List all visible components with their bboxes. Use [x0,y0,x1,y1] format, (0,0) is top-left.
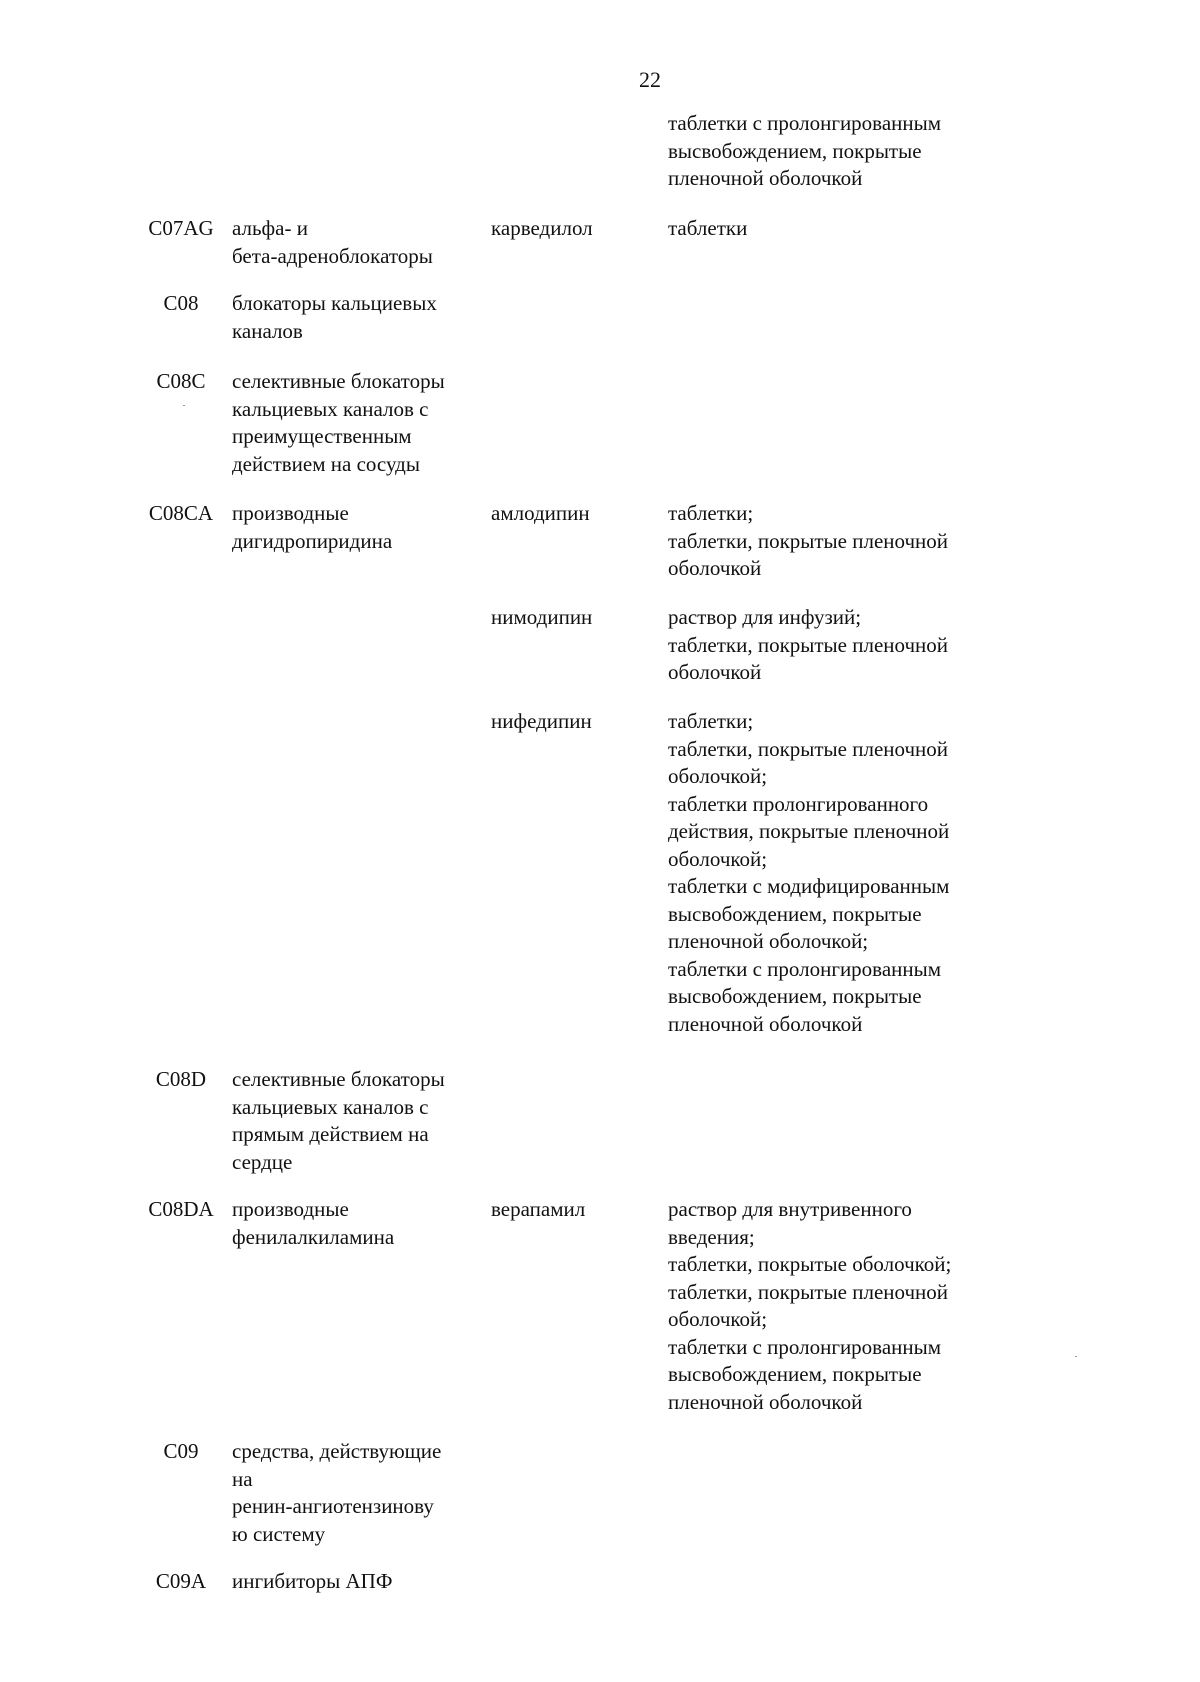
dosage-form-line: таблетки с пролонгированным [668,956,942,981]
dosage-form-line: таблетки, покрытые оболочкой; [668,1252,952,1276]
anatomical-group: средства, действующие на ренин-ангиотензинову ю систему [232,1439,442,1546]
drug-name: верапамил [491,1197,586,1221]
dosage-form-line: высвобождением, покрытые [668,1362,922,1386]
dosage-form-line: таблетки, покрытые пленочной [668,1279,949,1304]
dosage-form-line: пленочной оболочкой [668,166,863,190]
dosage-form-line: пленочной оболочкой [668,1011,863,1036]
page-number: 22 [639,67,661,92]
dosage-form-line: таблетки; [668,709,754,733]
dosage-form-line: оболочкой; [668,846,768,871]
dosage-form-line: высвобождением, покрытые [668,984,922,1008]
dosage-form-line: таблетки с пролонгированным [668,1334,942,1359]
dosage-form-line: оболочкой; [668,1307,768,1331]
dosage-form-line: оболочкой [668,556,762,580]
anatomical-group: производные фенилалкиламина [232,1197,395,1249]
atc-code: C08DA [148,1197,214,1221]
anatomical-group: селективные блокаторы кальциевых каналов с прямым действием на сердце [232,1067,445,1174]
dosage-form-line: таблетки, покрытые пленочной [668,736,949,761]
dosage-form-line: высвобождением, покрытые [668,901,922,926]
atc-code: C08D [155,1067,207,1091]
atc-code: C08C [156,369,206,393]
dosage-form-line: раствор для инфузий; [668,605,862,629]
dosage-form-line: пленочной оболочкой; [668,929,869,953]
atc-code: C09 [163,1439,199,1463]
dosage-form-line: действия, покрытые пленочной [668,819,950,843]
scan-speck [1075,1356,1077,1357]
drug-name: нимодипин [491,605,593,629]
dosage-form-line: таблетки, покрытые пленочной [668,528,949,553]
anatomical-group: селективные блокаторы кальциевых каналов с преимущественным действием на сосуды [232,369,445,476]
dosage-forms [668,215,1038,243]
anatomical-group: ингибиторы АПФ [232,1569,393,1593]
dosage-form-line: таблетки [668,216,748,240]
drug-name: амлодипин [491,501,590,525]
dosage-forms [668,500,1038,583]
dosage-form-line: раствор для внутривенного [668,1197,912,1221]
atc-code: C07AG [148,216,214,240]
anatomical-group: производные дигидропиридина [232,501,393,553]
atc-code: C08 [163,291,199,315]
dosage-forms [668,708,1038,1038]
dosage-form-line: таблетки; [668,501,754,525]
atc-code: C09A [155,1569,207,1593]
dosage-forms [668,110,1038,193]
atc-code: C08CA [148,501,214,525]
dosage-form-line: таблетки с модифицированным [668,874,950,898]
dosage-form-line: пленочной оболочкой [668,1389,863,1414]
drug-name: нифедипин [491,709,592,733]
dosage-form-line: таблетки с пролонгированным [668,111,942,135]
dosage-form-line: высвобождением, покрытые [668,138,922,163]
dosage-form-line: таблетки, покрытые пленочной [668,632,949,657]
dosage-form-line: оболочкой; [668,764,768,788]
drug-name: карведилол [491,216,593,240]
dosage-forms [668,604,1038,687]
dosage-forms [668,1196,1038,1416]
dosage-form-line: оболочкой [668,660,762,684]
dosage-form-line: таблетки пролонгированного [668,791,929,816]
scan-speck [183,405,185,406]
dosage-form-line: введения; [668,1224,755,1249]
anatomical-group: альфа- и бета-адреноблокаторы [232,216,433,268]
anatomical-group: блокаторы кальциевых каналов [232,291,437,343]
